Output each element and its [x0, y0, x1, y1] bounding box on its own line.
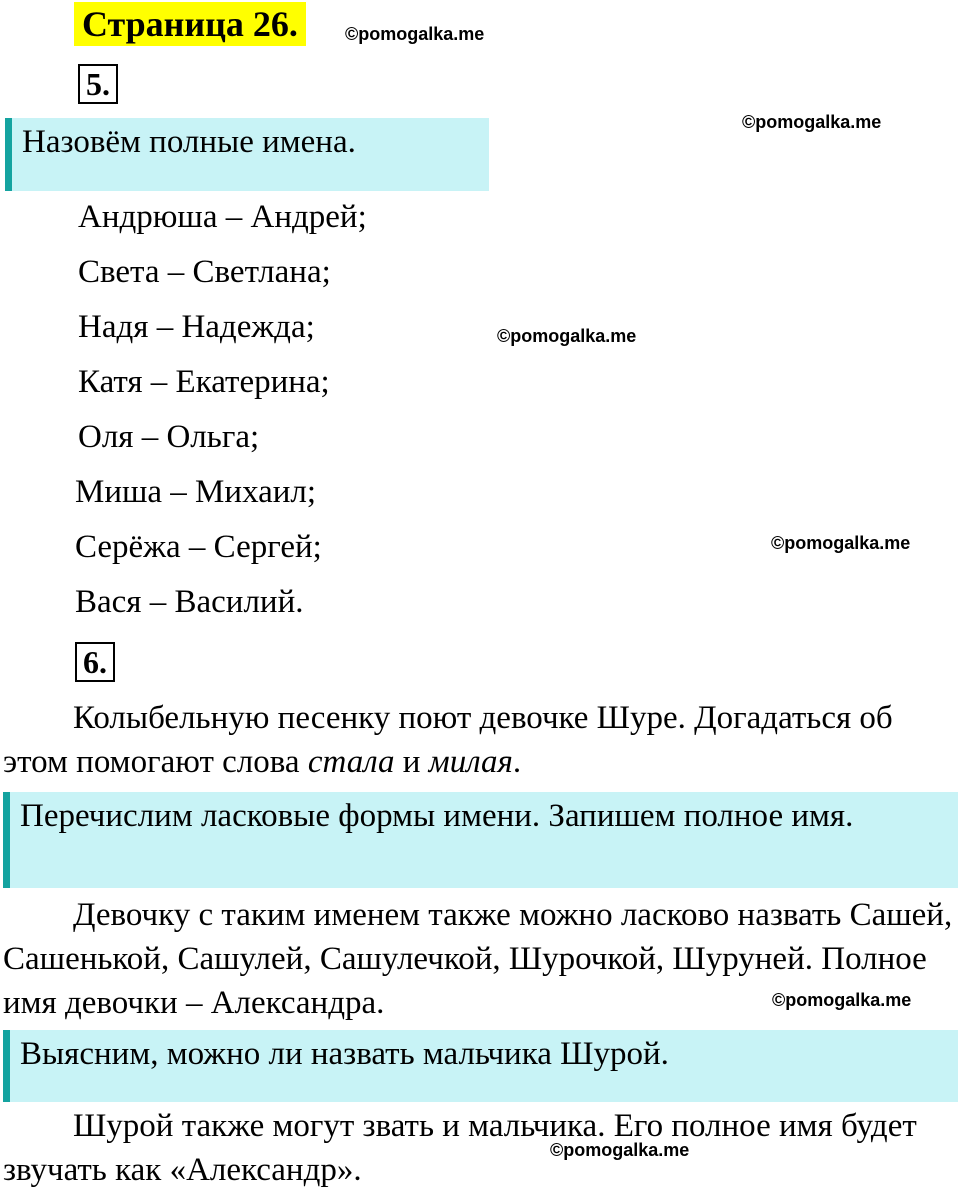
- italic-word: милая: [428, 744, 513, 780]
- paragraph-text: Колыбельную песенку поют девочке Шуре. Догадаться об этом помогают слова: [3, 700, 893, 780]
- watermark: ©pomogalka.me: [345, 24, 485, 44]
- name-pair: Миша – Михаил;: [75, 474, 317, 510]
- paragraph-text: Шурой также могут звать и мальчика. Его полное имя будет звучать как «Александр».: [3, 1108, 917, 1188]
- watermark: ©pomogalka.me: [771, 533, 911, 553]
- task5-hint: Назовём полные имена.: [5, 118, 489, 191]
- name-pair: Вася – Василий.: [75, 584, 304, 620]
- paragraph-text: Девочку с таким именем также можно ласково назвать Сашей, Сашенькой, Сашулей, Сашулечкой, Шурочкой, Шуруней. Полное имя девочки – Александра.: [3, 897, 953, 1021]
- name-pair: Надя – Надежда;: [78, 309, 315, 345]
- task6-paragraph-1: [3, 696, 958, 784]
- task-number-5: 5.: [78, 64, 118, 104]
- task6-paragraph-2: [3, 893, 958, 1025]
- name-pair: Андрюша – Андрей;: [78, 199, 367, 235]
- task6-paragraph-3: [3, 1104, 958, 1192]
- task6-hint-2: Выясним, можно ли назвать мальчика Шурой.: [3, 1030, 958, 1102]
- name-pair: Катя – Екатерина;: [78, 364, 330, 400]
- name-pair: Света – Светлана;: [78, 254, 331, 290]
- watermark: ©pomogalka.me: [742, 112, 882, 132]
- conjunction: и: [394, 744, 429, 780]
- watermark: ©pomogalka.me: [550, 1140, 690, 1160]
- name-pair: Серёжа – Сергей;: [75, 529, 322, 565]
- name-pair: Оля – Ольга;: [78, 419, 260, 455]
- period: .: [512, 744, 522, 780]
- task-number-6: 6.: [75, 642, 115, 682]
- task6-hint-1: Перечислим ласковые формы имени. Запишем полное имя.: [3, 792, 958, 888]
- watermark: ©pomogalka.me: [772, 990, 912, 1010]
- watermark: ©pomogalka.me: [497, 326, 637, 346]
- italic-word: стала: [307, 744, 395, 780]
- page-title: Страница 26.: [74, 2, 306, 46]
